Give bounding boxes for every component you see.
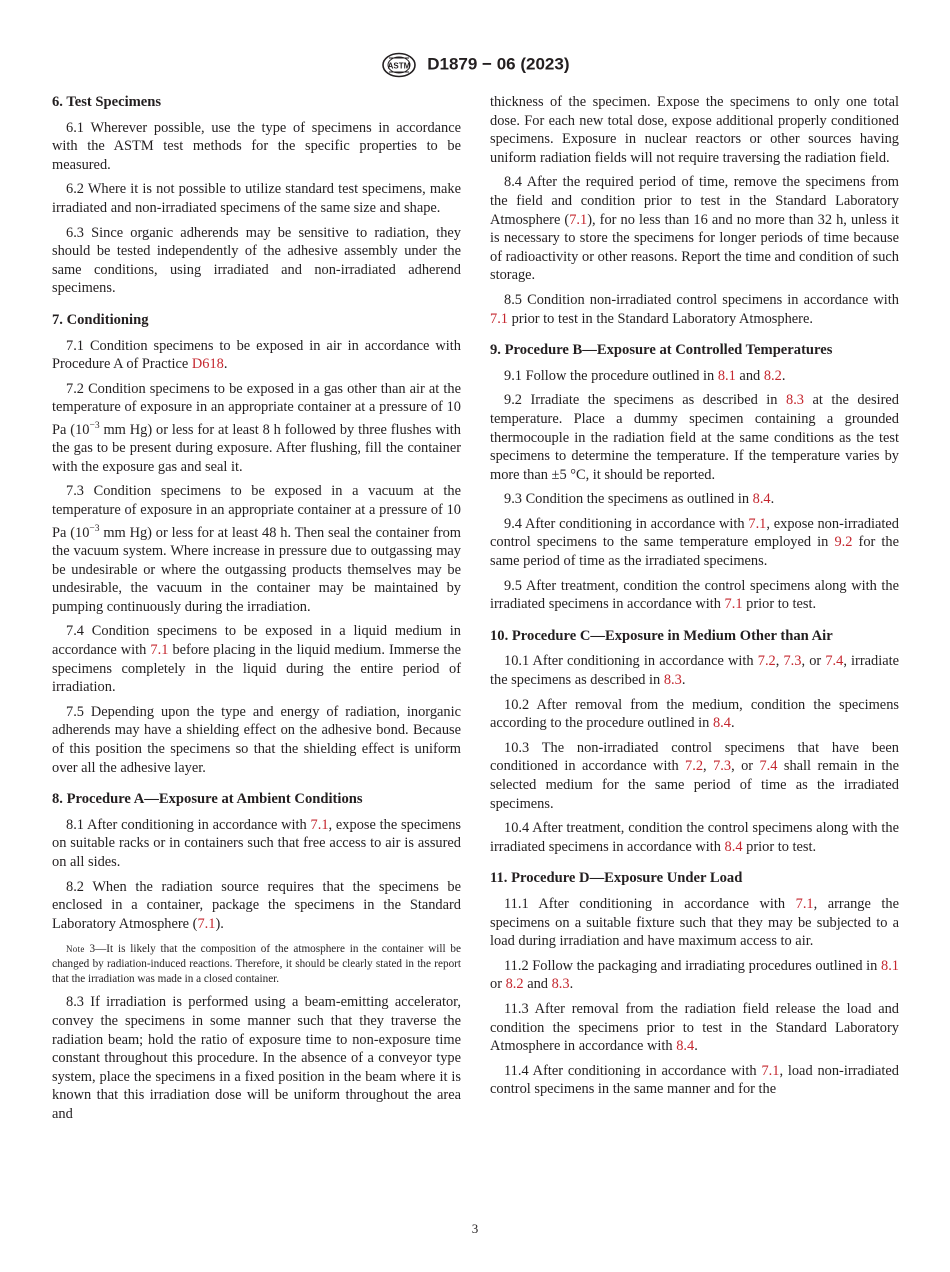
para-8-4: 8.4 After the required period of time, remove the specimens from the field and condition prior to test in the Standard Laboratory Atmosphere (7.1), for no less than 16 and no more than 32 h, unless it is necessary to store the specimens for longer periods of time because of radioactivity or other reasons. Report the time and condition of such storage. [490,174,899,284]
section-7-heading: 7. Conditioning [52,311,149,328]
para-9-1: 9.1 Follow the procedure outlined in 8.1 and 8.2. [504,367,786,384]
para-7-2: 7.2 Condition specimens to be exposed in a gas other than air at the temperature of exposure in an appropriate container at a pressure of 10 Pa ($10^{-3}$ mm Hg) or less for at least 8 h followed by three flushes with the gas to be present during exposure. After flushing, fill the container with the exposure gas and seal it. [52,380,461,475]
para-8-5: 8.5 Condition non-irradiated control specimens in accordance with 7.1 prior to test in the Standard Laboratory Atmosphere. [490,291,899,327]
link-8-3[interactable]: 8.3 [663,672,682,689]
para-7-5: 7.5 Depending upon the type and energy of radiation, inorganic adherends may have a shielding effect on the adhesive bond. Because of this position the specimens so that the shielding effect is uniform over all the adhesive layer. [52,703,461,776]
note-3: Note 3—It is likely that the composition of the atmosphere in the container will be changed by radiation-induced reactions. Therefore, it should be clearly stated in the report that the irradiation was made in a closed container. [52,943,461,986]
para-9-4: 9.4 After conditioning in accordance with 7.1, expose non-irradiated control specimens to the same temperature employed in 9.2 for the same period of time as the irradiated specimens. [490,515,899,570]
link-8-4[interactable]: 8.4 [724,838,743,855]
link-7-1[interactable]: 7.1 [310,816,329,833]
para-8-1: 8.1 After conditioning in accordance with 7.1, expose the specimens on suitable racks or in containers such that free access to air is assured on all sides. [52,816,461,870]
link-7-1[interactable]: 7.1 [724,596,743,613]
link-7-1[interactable]: 7.1 [748,515,767,532]
para-9-5: 9.5 After treatment, condition the control specimens along with the irradiated specimens in accordance with 7.1 prior to test. [490,577,899,613]
section-8-heading: 8. Procedure A—Exposure at Ambient Conditions [52,791,363,808]
para-11-4: 11.4 After conditioning in accordance with 7.1, load non-irradiated control specimens in the same manner and for the [490,1062,899,1098]
link-8-4[interactable]: 8.4 [676,1038,695,1055]
astm-logo-icon [381,52,417,78]
para-10-4: 10.4 After treatment, condition the control specimens along with the irradiated specimens in accordance with 8.4 prior to test. [490,820,899,855]
link-7-2[interactable]: 7.2 [757,653,776,670]
para-7-3: 7.3 Condition specimens to be exposed in a vacuum at the temperature of exposure in an appropriate container at a pressure of 10 Pa ($10^{-3}$ mm Hg) or less for at least 48 h. Then seal the container from the vacuum system. Where increase in pressure due to outgassing may be undesirable or where the outgassing products themselves may be undesirable, the vacuum in the container may be maintained by pumping continuously during the irradiation. [52,483,461,615]
para-6-1: 6.1 Wherever possible, use the type of specimens in accordance with the ASTM test methods for the specific properties to be measured. [52,119,461,173]
para-10-3: 10.3 The non-irradiated control specimens that have been conditioned in accordance with 7.2, 7.3, or 7.4 shall remain in the selected medium for the same period of time as the irradiated specimens. [490,739,899,812]
para-9-3: 9.3 Condition the specimens as outlined in 8.4. [504,491,775,508]
link-7-1[interactable]: 7.1 [569,211,588,228]
para-9-2: 9.2 Irradiate the specimens as described in 8.3 at the desired temperature. Place a dummy specimen containing a grounded thermocouple in the radiation field at the same conditions as the test specimens to determine the temperature. If the temperature varies by more than ±5 °C, it should be reported. [490,392,899,483]
para-6-3: 6.3 Since organic adherends may be sensitive to radiation, they should be tested independently of the adhesive assembly under the same conditions, using irradiated and non-irradiated adherend specimens. [52,224,461,297]
para-10-1: 10.1 After conditioning in accordance with 7.2, 7.3, or 7.4, irradiate the specimens as described in 8.3. [490,653,899,689]
document-designation: D1879 − 06 (2023) [427,54,570,74]
para-8-3: 8.3 If irradiation is performed using a beam-emitting accelerator, convey the specimens in some manner such that they traverse the radiation beam; hold the ratio of exposure time to non-exposure time constant throughout this procedure. In the absence of a conveyor type system, place the specimens in a fixed position in the beam where it is known that this irradiation dose will be uniform throughout the area and [52,994,461,1122]
para-11-3: 11.3 After removal from the radiation field release the load and condition the specimens prior to test in the Standard Laboratory Atmosphere in accordance with 8.4. [490,1000,899,1055]
svg-text:ASTM: ASTM [387,61,410,71]
para-10-2: 10.2 After removal from the medium, condition the specimens according to the procedure outlined in 8.4. [490,696,899,732]
link-7-1[interactable]: 7.1 [197,915,216,932]
para-8-3-continued: thickness of the specimen. Expose the specimens to only one total dose. For each new total dose, expose additional properly conditioned specimens. Exposure in nuclear reactors or other sources having uniform radiation fields will not require traversing the radiation field. [490,94,899,166]
para-11-2: 11.2 Follow the packaging and irradiating procedures outlined in 8.1 or 8.2 and 8.3. [490,957,899,993]
link-8-3[interactable]: 8.3 [786,392,804,409]
link-7-1[interactable]: 7.1 [795,895,814,912]
section-6-heading: 6. Test Specimens [52,94,162,110]
left-column [52,93,461,1130]
link-9-2[interactable]: 9.2 [834,534,853,551]
link-7-3[interactable]: 7.3 [713,758,732,775]
page-number: 3 [471,1221,479,1236]
link-7-4[interactable]: 7.4 [759,758,778,775]
para-7-4: 7.4 Condition specimens to be exposed in a liquid medium in accordance with 7.1 before placing in the liquid medium. Immerse the specimens completely in the liquid during the entire period of irradiation. [52,623,461,696]
right-column [490,93,899,1105]
link-7-2[interactable]: 7.2 [685,758,704,775]
section-9-heading: 9. Procedure B—Exposure at Controlled Temperatures [490,342,833,359]
para-11-1: 11.1 After conditioning in accordance with 7.1, arrange the specimens on a suitable fixture such that they may be subjected to a load during irradiation and have maximum access to air. [490,895,899,950]
section-11-heading: 11. Procedure D—Exposure Under Load [490,870,743,887]
para-6-2: 6.2 Where it is not possible to utilize standard test specimens, make irradiated and non-irradiated specimens of the same size and shape. [52,181,461,216]
link-8-2[interactable]: 8.2 [763,367,782,384]
link-8-2[interactable]: 8.2 [505,976,524,993]
link-8-4[interactable]: 8.4 [712,715,731,732]
para-7-1: 7.1 Condition specimens to be exposed in air in accordance with Procedure A of Practice D618. [52,337,461,373]
link-8-1[interactable]: 8.1 [881,957,899,974]
link-7-4[interactable]: 7.4 [825,653,844,670]
link-8-1[interactable]: 8.1 [717,367,736,384]
section-10-heading: 10. Procedure C—Exposure in Medium Other than Air [490,627,833,644]
link-7-1[interactable]: 7.1 [150,642,169,659]
link-7-1[interactable]: 7.1 [761,1062,780,1079]
link-7-3[interactable]: 7.3 [783,653,802,670]
link-d618[interactable]: D618 [191,356,224,373]
para-8-2: 8.2 When the radiation source requires that the specimens be enclosed in a container, package the specimens in the Standard Laboratory Atmosphere (7.1). [52,878,461,932]
document-header [0,52,950,78]
link-8-4[interactable]: 8.4 [752,491,771,508]
link-8-3[interactable]: 8.3 [551,976,570,993]
link-7-1[interactable]: 7.1 [490,310,508,327]
